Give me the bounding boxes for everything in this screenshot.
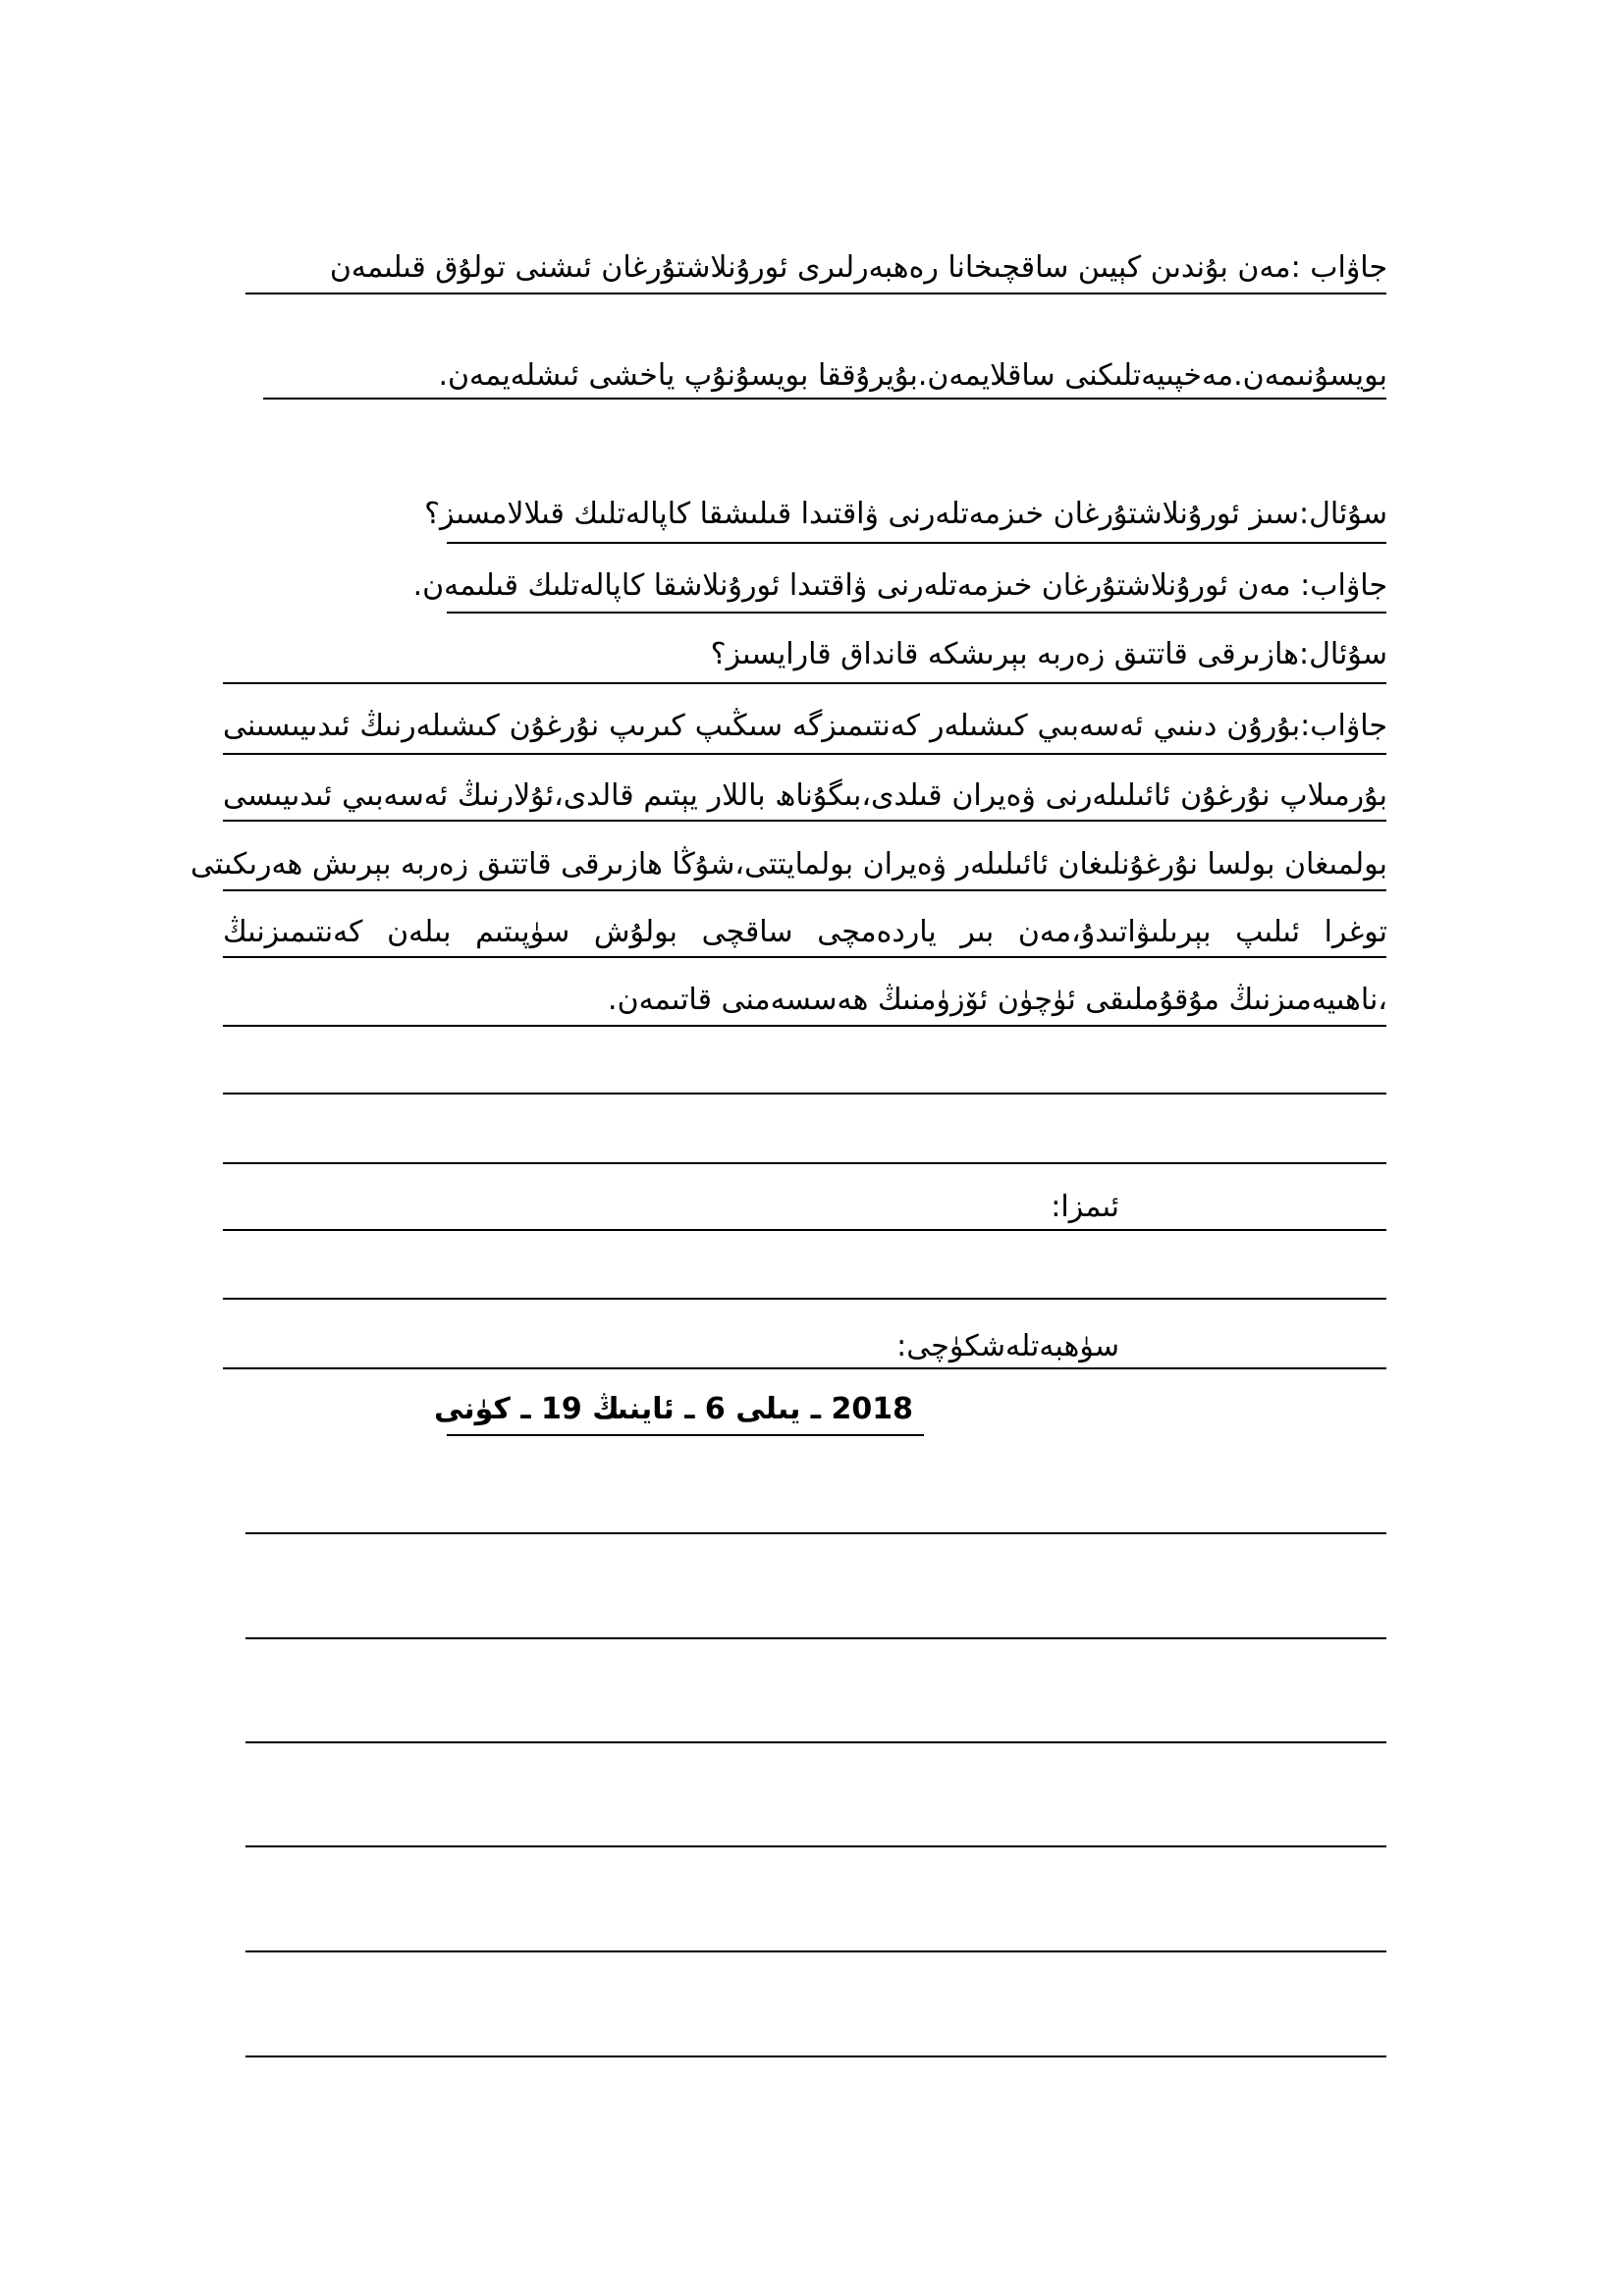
rule-line	[245, 2056, 1386, 2057]
answer3-line-5: ،ناھىيەمىزنىڭ مۇقۇملىقى ئۈچۈن ئۆزۈمنىڭ ھەسسەمنى قاتىمەن.	[608, 983, 1387, 1017]
signature-label: ئىمزا:	[1051, 1190, 1119, 1224]
rule-line	[223, 1162, 1386, 1164]
answer1-line-2: بويسۇنىمەن.مەخپىيەتلىكنى ساقلايمەن.بۇيرۇققا بويسۇنۇپ ياخشى ئىشلەيمەن.	[438, 358, 1387, 393]
question-2: سۇئال:سىز ئورۇنلاشتۇرغان خىزمەتلەرنى ۋاقتىدا قىلىشقا كاپالەتلىك قىلالامسىز؟	[424, 497, 1387, 531]
rule-line	[245, 1950, 1386, 1952]
answer-2: جاۋاب: مەن ئورۇنلاشتۇرغان خىزمەتلەرنى ۋاقتىدا ئورۇنلاشقا كاپالەتلىك قىلىمەن.	[412, 568, 1387, 603]
rule-line	[245, 1532, 1386, 1534]
rule-line	[223, 1229, 1386, 1231]
rule-line	[447, 612, 1386, 614]
answer3-line-4: توغرا ئىلىپ بېرىلىۋاتىدۇ،مەن بىر ياردەمچى ساقچى بولۇش سۈپىتىم بىلەن كەنتىمىزنىڭ	[223, 915, 1387, 949]
rule-line	[223, 753, 1386, 755]
rule-line	[223, 1025, 1386, 1027]
rule-line	[223, 1367, 1386, 1369]
rule-line	[223, 1298, 1386, 1300]
answer1-line-1: جاۋاب :مەن بۇندىن كېيىن ساقچىخانا رەھبەرلىرى ئورۇنلاشتۇرغان ئىشنى تولۇق قىلىمەن	[329, 250, 1387, 285]
rule-line	[223, 682, 1386, 684]
rule-line	[223, 1093, 1386, 1095]
rule-line	[245, 1637, 1386, 1639]
rule-line	[245, 293, 1386, 294]
rule-line	[223, 889, 1386, 891]
rule-line	[245, 1845, 1386, 1847]
rule-line	[245, 1741, 1386, 1743]
rule-line	[263, 398, 1386, 400]
answer3-line-1: جاۋاب:بۇرۇن دىنىي ئەسەبىي كىشىلەر كەنتىمىزگە سىڭىپ كىرىپ نۇرغۇن كىشىلەرنىڭ ئىدىيىسىنى	[223, 709, 1387, 743]
answer3-line-3: بولمىغان بولسا نۇرغۇنلىغان ئائىلىلەر ۋەيران بولمايتتى،شۇڭا ھازىرقى قاتتىق زەربە بېرىش ھەرىكىتى	[189, 847, 1387, 881]
date: 2018 ـ يىلى 6 ـ ئاينىڭ 19 ـ كۈنى	[434, 1392, 913, 1426]
answer3-line-2: بۇرمىلاپ نۇرغۇن ئائىلىلەرنى ۋەيران قىلدى،بىگۇناھ باللار يېتىم قالدى،ئۇلارنىڭ ئەسەبىي ئىدىيىسى	[223, 778, 1387, 813]
interrogator-label: سۈھبەتلەشكۈچى:	[896, 1329, 1119, 1363]
rule-line	[447, 542, 1386, 544]
rule-line	[223, 820, 1386, 822]
date-underline	[447, 1434, 924, 1436]
question-3: سۇئال:ھازىرقى قاتتىق زەربە بېرىشكە قانداق قارايسىز؟	[710, 637, 1387, 671]
rule-line	[223, 956, 1386, 958]
